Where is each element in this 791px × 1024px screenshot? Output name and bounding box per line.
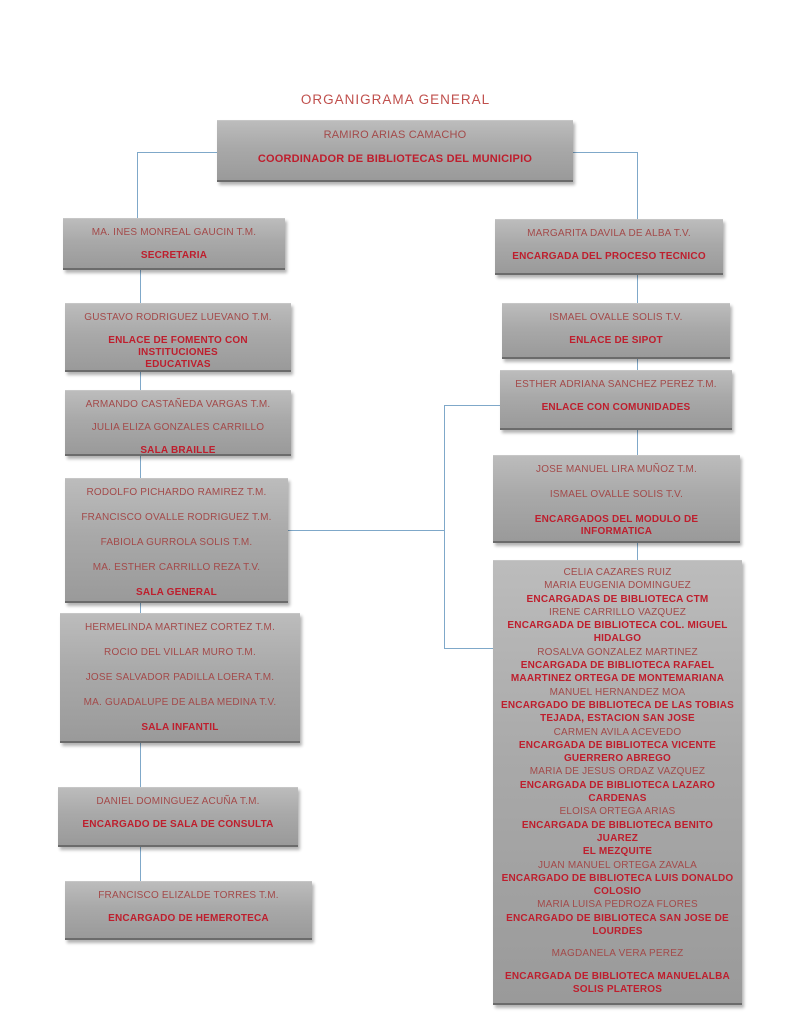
person-name: ELOISA ORTEGA ARIAS xyxy=(559,806,676,818)
connector-right-chain-4 xyxy=(637,543,638,560)
role-label: ENCARGADO DE SALA DE CONSULTA xyxy=(82,819,274,830)
connector-top-left-drop xyxy=(137,152,138,218)
org-box-secretaria xyxy=(63,218,285,270)
role-label: EL MEZQUITE xyxy=(582,846,653,858)
person-name: JOSE MANUEL LIRA MUÑOZ T.M. xyxy=(536,464,697,475)
role-label: ENCARGADO DE BIBLIOTECA LUIS DONALDO xyxy=(501,872,734,884)
person-name: MARIA DE JESUS ORDAZ VAZQUEZ xyxy=(529,766,706,778)
page-title: ORGANIGRAMA GENERAL xyxy=(300,92,491,107)
role-label: ENCARGADO DE HEMEROTECA xyxy=(108,913,269,924)
org-box-sala-general xyxy=(65,478,288,603)
role-label: ENLACE CON COMUNIDADES xyxy=(541,402,691,413)
person-name: GUSTAVO RODRIGUEZ LUEVANO T.M. xyxy=(84,312,272,323)
connector-left-chain-6 xyxy=(140,847,141,881)
org-box-sala-braille xyxy=(65,390,291,456)
role-label: ENCARGADA DE BIBLIOTECA MANUELALBA xyxy=(505,970,730,982)
role-label: ENCARGADA DE BIBLIOTECA LAZARO xyxy=(519,779,716,791)
connector-left-chain-4 xyxy=(140,603,141,613)
org-box-enlace-sipot xyxy=(502,303,730,359)
role-label: TEJADA, ESTACION SAN JOSE xyxy=(540,713,695,725)
person-name: DANIEL DOMINGUEZ ACUÑA T.M. xyxy=(96,796,260,807)
org-box-encargados-bibliotecas xyxy=(493,560,742,1005)
connector-right-chain-3 xyxy=(637,430,638,455)
role-label: ENCARGADA DEL PROCESO TECNICO xyxy=(512,251,706,262)
role-label: HIDALGO xyxy=(593,633,642,645)
role-label: ENCARGADO DE BIBLIOTECA SAN JOSE DE xyxy=(506,912,729,924)
role-label: SALA BRAILLE xyxy=(140,445,216,456)
person-name: MARIA EUGENIA DOMINGUEZ xyxy=(544,580,691,592)
connector-left-chain-3 xyxy=(140,456,141,478)
role-label: ENCARGADA DE BIBLIOTECA VICENTE xyxy=(518,739,717,751)
person-name: JULIA ELIZA GONZALES CARRILLO xyxy=(91,422,265,433)
role-label: MAARTINEZ ORTEGA DE MONTEMARIANA xyxy=(510,673,725,685)
person-name: MARGARITA DAVILA DE ALBA T.V. xyxy=(527,228,691,239)
role-label: CARDENAS xyxy=(588,793,647,805)
person-name: HERMELINDA MARTINEZ CORTEZ T.M. xyxy=(84,622,276,633)
org-box-proceso-tecnico xyxy=(495,219,723,275)
role-label: SALA INFANTIL xyxy=(141,722,219,733)
role-label: ENCARGADA DE BIBLIOTECA BENITO JUAREZ xyxy=(521,819,714,844)
connector-branch-to-bibliotecas xyxy=(445,648,493,649)
person-name: FABIOLA GURROLA SOLIS T.M. xyxy=(100,537,253,548)
person-name: ARMANDO CASTAÑEDA VARGAS T.M. xyxy=(85,399,271,410)
person-name: IRENE CARRILLO VAZQUEZ xyxy=(548,606,687,618)
person-name: CARMEN AVILA ACEVEDO xyxy=(553,726,682,738)
org-box-sala-consulta xyxy=(58,787,298,847)
person-name: ROSALVA GONZALEZ MARTINEZ xyxy=(537,646,698,658)
person-name: FRANCISCO OVALLE RODRIGUEZ T.M. xyxy=(81,512,272,523)
person-name: JOSE SALVADOR PADILLA LOERA T.M. xyxy=(85,672,275,683)
role-label: LOURDES xyxy=(592,926,643,938)
role-label: COLOSIO xyxy=(593,886,642,898)
role-label: COORDINADOR DE BIBLIOTECAS DEL MUNICIPIO xyxy=(257,153,533,165)
person-name: ROCIO DEL VILLAR MURO T.M. xyxy=(104,647,256,658)
person-name: MANUEL HERNANDEZ MOA xyxy=(549,686,686,698)
role-label: ENCARGADAS DE BIBLIOTECA CTM xyxy=(526,593,709,605)
connector-top-right-drop xyxy=(637,152,638,219)
role-label: EDUCATIVAS xyxy=(145,359,211,370)
org-box-modulo-informatica xyxy=(493,455,740,543)
role-label: ENLACE DE FOMENTO CON INSTITUCIONES xyxy=(108,335,248,358)
person-name: FRANCISCO ELIZALDE TORRES T.M. xyxy=(98,890,279,901)
connector-right-chain-1 xyxy=(637,275,638,303)
org-box-coordinador xyxy=(217,120,573,182)
org-box-enlace-comunidades xyxy=(500,370,732,430)
connector-branch-vertical xyxy=(444,405,445,649)
person-name: CELIA CAZARES RUIZ xyxy=(563,567,672,578)
org-box-hemeroteca xyxy=(65,881,312,940)
role-label: ENCARGADO DE BIBLIOTECA DE LAS TOBIAS xyxy=(501,699,734,711)
person-name: MA. INES MONREAL GAUCIN T.M. xyxy=(91,227,257,238)
role-label: GUERRERO ABREGO xyxy=(563,753,672,765)
role-label: SALA GENERAL xyxy=(136,587,217,598)
person-name: ISMAEL OVALLE SOLIS T.V. xyxy=(549,312,683,323)
role-label: SECRETARIA xyxy=(140,250,208,261)
person-name: ESTHER ADRIANA SANCHEZ PEREZ T.M. xyxy=(515,379,717,390)
org-box-enlace-fomento xyxy=(65,303,291,372)
role-label: INFORMATICA xyxy=(580,526,653,537)
connector-left-chain-1 xyxy=(140,270,141,303)
connector-branch-from-sala-general xyxy=(288,530,445,531)
person-name: MA. ESTHER CARRILLO REZA T.V. xyxy=(92,562,261,573)
person-name: MA. GUADALUPE DE ALBA MEDINA T.V. xyxy=(83,697,277,708)
person-name: MAGDANELA VERA PEREZ xyxy=(551,948,684,960)
role-label: ENLACE DE SIPOT xyxy=(569,335,663,346)
role-label: ENCARGADA DE BIBLIOTECA COL. MIGUEL xyxy=(507,620,728,632)
role-label: ENCARGADA DE BIBLIOTECA RAFAEL xyxy=(520,660,715,672)
person-name: RODOLFO PICHARDO RAMIREZ T.M. xyxy=(86,487,267,498)
person-name: JUAN MANUEL ORTEGA ZAVALA xyxy=(537,859,698,871)
person-name: MARIA LUISA PEDROZA FLORES xyxy=(537,899,698,911)
role-label: SOLIS PLATEROS xyxy=(572,983,663,995)
connector-left-chain-5 xyxy=(140,743,141,787)
role-label: ENCARGADOS DEL MODULO DE xyxy=(534,514,699,525)
connector-right-chain-2 xyxy=(637,359,638,370)
person-name: RAMIRO ARIAS CAMACHO xyxy=(323,129,467,141)
connector-left-chain-2 xyxy=(140,372,141,390)
connector-branch-to-comunidades xyxy=(445,405,500,406)
org-box-sala-infantil xyxy=(60,613,300,743)
person-name: ISMAEL OVALLE SOLIS T.V. xyxy=(549,489,684,500)
